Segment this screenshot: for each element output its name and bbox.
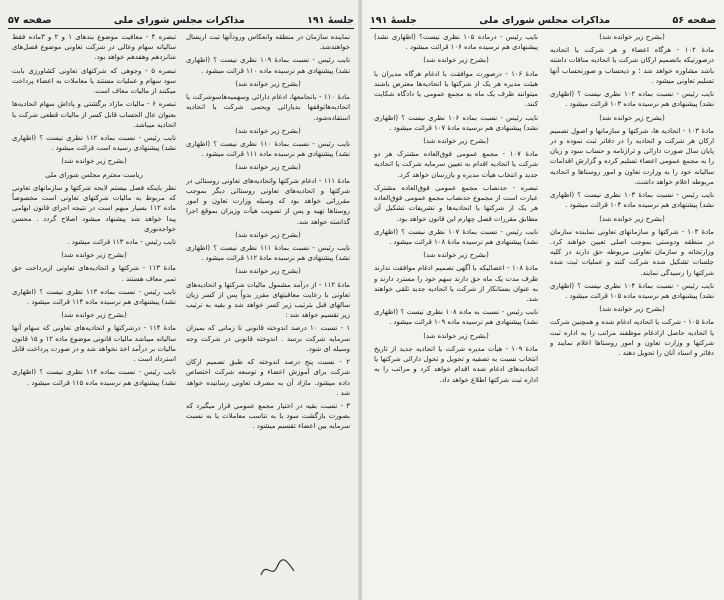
right-page-col-left-paragraph: مادهٔ ۱۰۷ - مجمع عمومی فوق‌العاده مشترک هر دو شرکت یا اتحادیه اقدام به تعیین سرمایه شرکت یا اتحادیه جدید و انتخاب هیأت مدیره و بازرسان خواهد کرد. (374, 150, 538, 179)
right-session-label: جلسهٔ ۱۹۱ (370, 15, 417, 26)
left-page-col-left-paragraph: نایب رئیس - نسبت بماده ۱۱۲ نظری نیست ؟ (اظهاری نشد) پیشنهادی رسیده است قرائت میشود . (12, 133, 176, 153)
left-page-number: صفحه ۵۷ (8, 15, 52, 26)
right-page-col-right-paragraph: (بشرح زیر خوانده شد) (599, 214, 665, 223)
right-page-col-left-paragraph: نایب رئیس - نسبت بمادهٔ ۱۰۷ نظری نیست ؟ (اظهاری نشد) پیشنهادی هم نرسیده مادهٔ ۱۰۸ قرائت میشود . (374, 227, 538, 246)
right-page-col-left-paragraph: (بشرح زیر خوانده شد) (423, 251, 489, 260)
right-page-col-right-paragraph: مادهٔ ۱۰۳ - اتحادیه ها، شرکتها و سازمانها و اصول تصمیم ارکان هر شرکت و اتحادیه را در دفاتر ثبت نموده و در پایان سال صورت دارائی و ترازنامه و حساب سود و زیان را به مجمع عمومی اعضاء تسلیم کرده و گزارش اقدامات سالیانه خود را به وزارت تعاون و امور روستاها و اتحادیه مربوطه اعلام خواهد داشت. (550, 126, 714, 186)
right-page-col-left-paragraph: نایب رئیس - نسبت بماده ۱۰۶ نظری نیست ؟ (اظهاری نشد) پیشنهادی هم نرسیده مادهٔ ۱۰۷ قرائت میشود . (374, 113, 538, 132)
right-page-col-right-paragraph: (بشرح زیر خوانده شد) (599, 33, 665, 41)
right-page-col-left-paragraph: (بشرح زیر خوانده شد) (423, 136, 489, 145)
right-page-col-left-paragraph: نایب رئیس - درماده ۱۰۵ نظری نیست؟ (اظهاری نشد) پیشنهادی هم نرسیده ماده ۱۰۶ قرائت میشود . (374, 33, 538, 52)
left-session-label: جلسهٔ ۱۹۱ (307, 15, 354, 26)
right-page-col-right-paragraph: نایب رئیس - نسبت بمادهٔ ۱۰۴ نظری نیست ؟ (اظهاری نشد) پیشنهادی هم نرسیده ماده ۱۰۵ قرائت میشود . (550, 281, 714, 301)
right-page-col-left-paragraph: مادهٔ ۱۰۶ - درصورت موافقت با ادغام هرگاه مدیران یا هیئت مدیره هر یک از شرکتها یا اتحادیه‌ها معترض باشند میتوانند ظرف یک ماه به مجمع عمومی یا دادگاه شکایت کنند. (374, 69, 538, 109)
left-page-column-right (186, 32, 350, 596)
left-page-col-left-paragraph: مادهٔ ۱۱۴ - درشرکتها و اتحادیه‌های تعاونی که سهام آنها سالیانه میباشد مالیات قانونی موضوع ماده ۱۲ و ۱۵ قانون مالیات بر درآمد اخذ نخواهد شد و در صورت پرداخت قابل استرداد است . (12, 324, 176, 364)
right-page-col-left-paragraph: مادهٔ ۱۰۹ - هیأت مدیره شرکت یا اتحادیه جدید از تاریخ انتخاب نسبت به تصفیه و تحویل و تحول دارائی شرکتها یا اتحادیه‌های ادغام شده اقدام خواهد کرد و مراتب را به اداره ثبت شرکتها اطلاع خواهد داد. (374, 344, 538, 384)
right-page-col-right-paragraph: (بشرح زیر خوانده شد) (599, 305, 665, 314)
left-page-col-right-paragraph: (بشرح زیر خوانده شد) (235, 163, 301, 172)
left-page-col-right-paragraph: (بشرح زیر خوانده شد) (235, 126, 301, 135)
left-page-col-left-paragraph: نایب رئیس - نسبت بماده ۱۱۴ نظری نیست ؟ (اظهاری نشد) پیشنهادی هم نرسیده ماده ۱۱۵ قرائت میشود . (12, 368, 176, 387)
left-page-column-left (12, 32, 176, 596)
left-page-col-right-paragraph: نماینده سازمان در منطقه وانعکاس ورودآنها تبت اریسال خواهندشد. (186, 33, 350, 52)
right-page-column-right (550, 32, 714, 596)
right-page-col-left-paragraph: نایب رئیس - نسبت به ماده ۱۰۸ نظری نیست ؟ (اظهاری نشد) پیشنهادی هم نرسیده ماده ۱۰۹ قرائت میشود . (374, 308, 538, 327)
left-page-col-right-paragraph: (بشرح زیر خوانده شد) (235, 267, 301, 276)
left-page-col-right-paragraph: (بشرح زیر خوانده شد) (235, 230, 301, 239)
right-page-col-left-paragraph: (بشرح زیر خوانده شد) (423, 331, 489, 340)
right-page-title: مذاکرات مجلس شورای ملی (479, 15, 611, 26)
right-page-col-right-paragraph: مادهٔ ۱۰۵ - شرکت یا اتحادیه ادغام شده و همچنین شرکت یا اتحادیه حاصل ازادغام موظفند مراتب را به اداره ثبت شرکتها و وزارت تعاون و امور روستاها اعلام نمایند و دفاتر و اسناد آنان را تحویل دهند . (550, 318, 714, 358)
left-page-col-left-paragraph: نایب رئیس - ماده ۱۱۳ قرائت میشود . (67, 237, 176, 246)
left-page-col-left-paragraph: تبصره ۵ - وجوهی که شرکتهای تعاونی کشاورزی بابت سود سهام و عملیات مستند یا معاملات به اعضاء پرداخت میکنند از مالیات معاف است. (12, 66, 176, 96)
left-page-col-left-paragraph: تبصره ۴ - معافیت موضوع بندهای ۱ و ۲ و ۳ماده فقط سالیانه سهام وعالی در شرکت تعاونی موضوع فصل‌های شانزدهم وهفدهم خواهد بود. (12, 33, 176, 62)
left-page-col-left-paragraph: (بشرح زیر خوانده شد) (61, 157, 127, 166)
right-page-col-right-paragraph: مادهٔ ۱۰۴ - شرکتها و سازمانهای تعاونی نماینده سازمان در منطقه ودوستی بموجب اصلی تعیین خواهند کرد. وزارتخانه و سازمان تعاونی مربوطه حق دارند در کلیه جلسات تشکیل شده شرکت کنند و عملیات ثبت شده شرکتها را رسیدگی نمایند. (550, 227, 714, 277)
left-page-col-right-paragraph: نایب رئیس - نسبت بمادهٔ ۱۱۰ نظری نیست ؟ (اظهاری نشد) پیشنهادی هم نرسیده ماده ۱۱۱ قرائت میشود . (186, 139, 350, 159)
left-page-col-left-paragraph: نایب رئیس - نسبت بماده ۱۱۳ نظری نیست ؟ (اظهاری نشد) پیشنهادی هم نرسیده ماده ۱۱۴ قرائت میشود . (12, 287, 176, 307)
right-page (362, 0, 724, 600)
left-page-header (8, 6, 354, 29)
left-page-col-left-paragraph: (بشرح زیر خوانده شد) (61, 311, 127, 320)
left-page-col-right-paragraph: نایب رئیس - نسبت بمادهٔ ۱۰۹ نظری نیست ؟ (اظهاری نشد) پیشنهادی هم نرسیده ماده ۱۱۰ قرائت میشود . (186, 56, 350, 75)
right-page-col-right-paragraph: (بشرح زیر خوانده شد) (599, 113, 665, 122)
left-page-col-right-paragraph: مادهٔ ۱۱۲ - از درآمد مشمول مالیات شرکتها و اتحادیه‌های تعاونی با رعایت معافیتهای مقرر بدواً پس از کسر زیان سالهای قبل بترتیب زیر کسر خواهد شد و بقیه به ترتیب زیر تقسیم خواهد شد : (186, 280, 350, 320)
left-page-title: مذاکرات مجلس شورای ملی (113, 15, 245, 26)
right-page-col-right-paragraph: نایب رئیس - نسبت بماده ۱۰۲ نظری نیست ؟ (اظهاری نشد) پیشنهادی هم نرسیده ماده ۱۰۳ قرائت میشود . (550, 90, 714, 109)
left-page-col-right-paragraph: ۳ - نسبت بقیه در اختیار مجمع عمومی قرار میگیرد که بصورت بازگشت سود یا به تناسب معاملات یا به نسبت سرمایه بین اعضاء تقسیم میشود . (186, 402, 350, 431)
left-page-col-left-paragraph: ریاست محترم مجلس شورای ملی (45, 170, 143, 179)
right-page-number: صفحه ۵۶ (672, 15, 716, 26)
left-page-col-left-paragraph: مادهٔ ۱۱۳ - شرکتها و اتحادیه‌های تعاونی ازپرداخت حق تمبر معاف هستند . (12, 264, 176, 283)
right-page-col-right-paragraph: نایب رئیس - نسبت بمادهٔ ۱۰۳ نظری نیست ؟ (اظهاری نشد) پیشنهادی هم نرسیده ماده ۱۰۴ قرائت میشود . (550, 191, 714, 210)
right-page-col-right-paragraph: مادهٔ ۱۰۲ - هرگاه اعضاء و هر شرکت یا اتحادیه درصورتیکه باتصمیم ارکان شرکت یا اتحادیه منافات داشته باشد مشاوره خواهد شد ؛ و ذیحساب و صورتحساب آنها تسلیم تعاونی میشود . (550, 46, 714, 85)
left-page-col-left-paragraph: نظر باینکه فصل بیستم لایحه شرکتها و سازمانهای تعاونی که مربوط به مالیات شرکتهای تعاونی است مخصوصاً ماده ۱۱۲ بسیار مبهم است در نتیجه اجرای قانون ابهامی پیدا خواهد شد پیشنهاد میشود اصلاح گردد . محسن خواجه‌نوری (12, 183, 176, 233)
right-page-col-left-paragraph: تبصره - حدنصاب مجمع عمومی فوق‌العاده مشترک عبارت است از مجموع حدنصاب مجمع عمومی فوق‌العاده هر یک از شرکتها یا اتحادیه‌ها و تشریفات تشکیل آن مطابق مقررات فصل چهارم این قانون خواهد بود. (374, 183, 538, 223)
left-page-col-right-paragraph: (بشرح زیر خوانده شد) (235, 79, 301, 88)
right-page-column-left (374, 32, 538, 596)
left-page-col-right-paragraph: ۱ - نسبت ۱۰ درصد اندوخته قانونی تا زمانی که بمیزان سرمایه شرکت برسد . اندوخته قانونی در شرکت وجه وسیله ای شود. (186, 324, 350, 353)
left-page-col-right-paragraph: ۲ - نسبت پنج درصد اندوخته که طبق تصمیم ارکان شرکت برای آموزش اعضاء و توسعه شرکت اختصاص داده میشود. مازاد آن به مصرف تعاونی رسانیده خواهد شد . (186, 358, 350, 397)
left-page-col-right-paragraph: نایب رئیس - نسبت بمادهٔ ۱۱۱ نظری نیست ؟ (اظهاری نشد) پیشنهادی هم نرسیده مادهٔ ۱۱۲ قرائت میشود . (186, 243, 350, 263)
right-page-col-left-paragraph: مادهٔ ۱۰۸ - اعضائیکه با آگهی تصمیم ادغام موافقت ندارند ظرف مدت یک ماه حق دارند سهم خود را مسترد دارند و به عنوان بستانکار از شرکت یا اتحادیه جدید تلقی خواهند شد. (374, 264, 538, 304)
right-page-header (370, 6, 716, 29)
left-page-col-right-paragraph: مادهٔ ۱۱۰ - بانجامعها، ادغام دارائی وسهمیه‌هاسوشرکت یا اتحادیه‌هاتوقفها بدیارائی ویحمی شرکت یا اتحادیه استفاده‌شود. (186, 93, 350, 122)
right-page-col-left-paragraph: (بشرح زیر خوانده شد) (423, 56, 489, 65)
handwritten-mark (258, 555, 298, 581)
left-page-col-left-paragraph: تبصره ۶ - مالیات مازاد برگشتی و پاداش سهام اتحادیه‌ها بعنوان عال الحساب قابل کسر از مالیات قطعی شرکت یا اتحادیه میباشد. (12, 100, 176, 129)
left-page-col-left-paragraph: (بشرح زیر خوانده شد) (61, 251, 127, 260)
left-page-col-right-paragraph: مادهٔ ۱۱۱ - ادغام شرکتها واتحادیه‌های تعاونی روستائی در شرکتها و اتحادیه‌های تعاونی روستائی دیگر بموجب مقرراتی خواهد بود که وسیله وزارت تعاون و امور روستاها تهیه و پس از تصویب هیأت وزیران بموقع اجرا گذاشته خواهد شد. (186, 176, 350, 226)
